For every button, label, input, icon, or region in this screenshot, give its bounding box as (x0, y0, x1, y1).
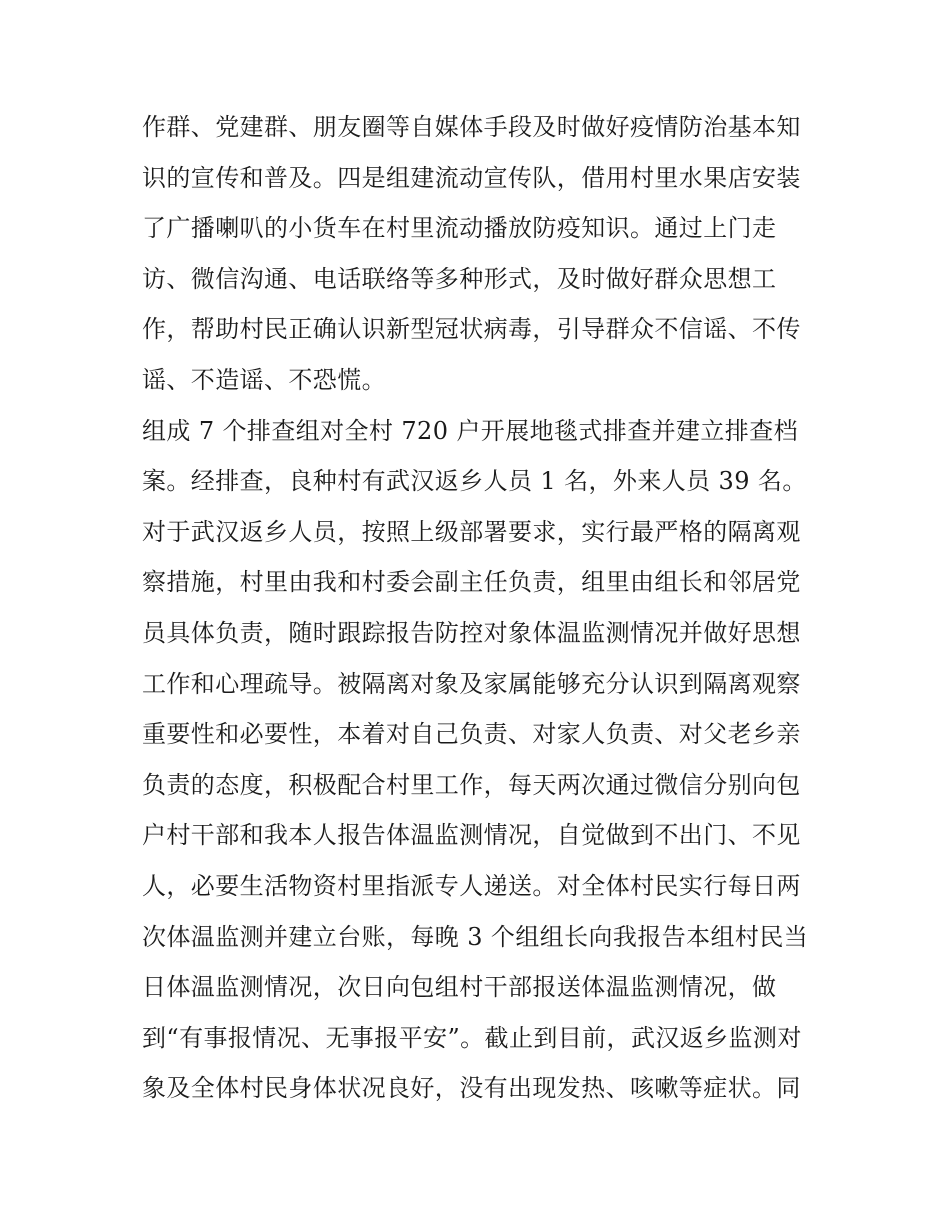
text-line-12: 工作和心理疏导。被隔离对象及家属能够充分认识到隔离观察 (142, 669, 801, 698)
text-line-11: 员具体负责，随时跟踪报告防控对象体温监测情况并做好思想 (142, 618, 801, 647)
text-line-1: 作群、党建群、朋友圈等自媒体手段及时做好疫情防治基本知 (142, 113, 801, 141)
text-line-5: 作，帮助村民正确认识新型冠状病毒，引导群众不信谣、不传 (142, 315, 801, 344)
text-line-20: 象及全体村民身体状况良好，没有出现发热、咳嗽等症状。同 (142, 1074, 801, 1103)
text-line-17: 次体温监测并建立台账，每晚 3 个组组长向我报告本组村民当 (142, 922, 809, 951)
text-line-19: 到“有事报情况、无事报平安”。截止到目前，武汉返乡监测对 (142, 1023, 802, 1052)
text-line-6: 谣、不造谣、不恐慌。 (142, 365, 386, 394)
text-line-8: 案。经排查，良种村有武汉返乡人员 1 名，外来人员 39 名。 (142, 467, 807, 496)
body-text (142, 102, 822, 1114)
text-line-3: 了广播喇叭的小货车在村里流动播放防疫知识。通过上门走 (142, 214, 777, 243)
text-line-18: 日体温监测情况，次日向包组村干部报送体温监测情况，做 (142, 973, 777, 1002)
text-line-2: 识的宣传和普及。四是组建流动宣传队，借用村里水果店安装 (142, 163, 801, 192)
text-line-10: 察措施，村里由我和村委会副主任负责，组里由组长和邻居党 (142, 568, 801, 597)
text-line-13: 重要性和必要性，本着对自己负责、对家人负责、对父老乡亲 (142, 720, 801, 749)
text-line-7: 组成 7 个排查组对全村 720 户开展地毯式排查并建立排查档 (142, 416, 798, 445)
text-line-16: 人，必要生活物资村里指派专人递送。对全体村民实行每日两 (142, 871, 801, 900)
text-line-14: 负责的态度，积极配合村里工作，每天两次通过微信分别向包 (142, 770, 801, 799)
text-line-9: 对于武汉返乡人员，按照上级部署要求，实行最严格的隔离观 (142, 517, 801, 546)
text-line-15: 户村干部和我本人报告体温监测情况，自觉做到不出门、不见 (142, 821, 801, 850)
text-line-4: 访、微信沟通、电话联络等多种形式，及时做好群众思想工 (142, 264, 777, 293)
